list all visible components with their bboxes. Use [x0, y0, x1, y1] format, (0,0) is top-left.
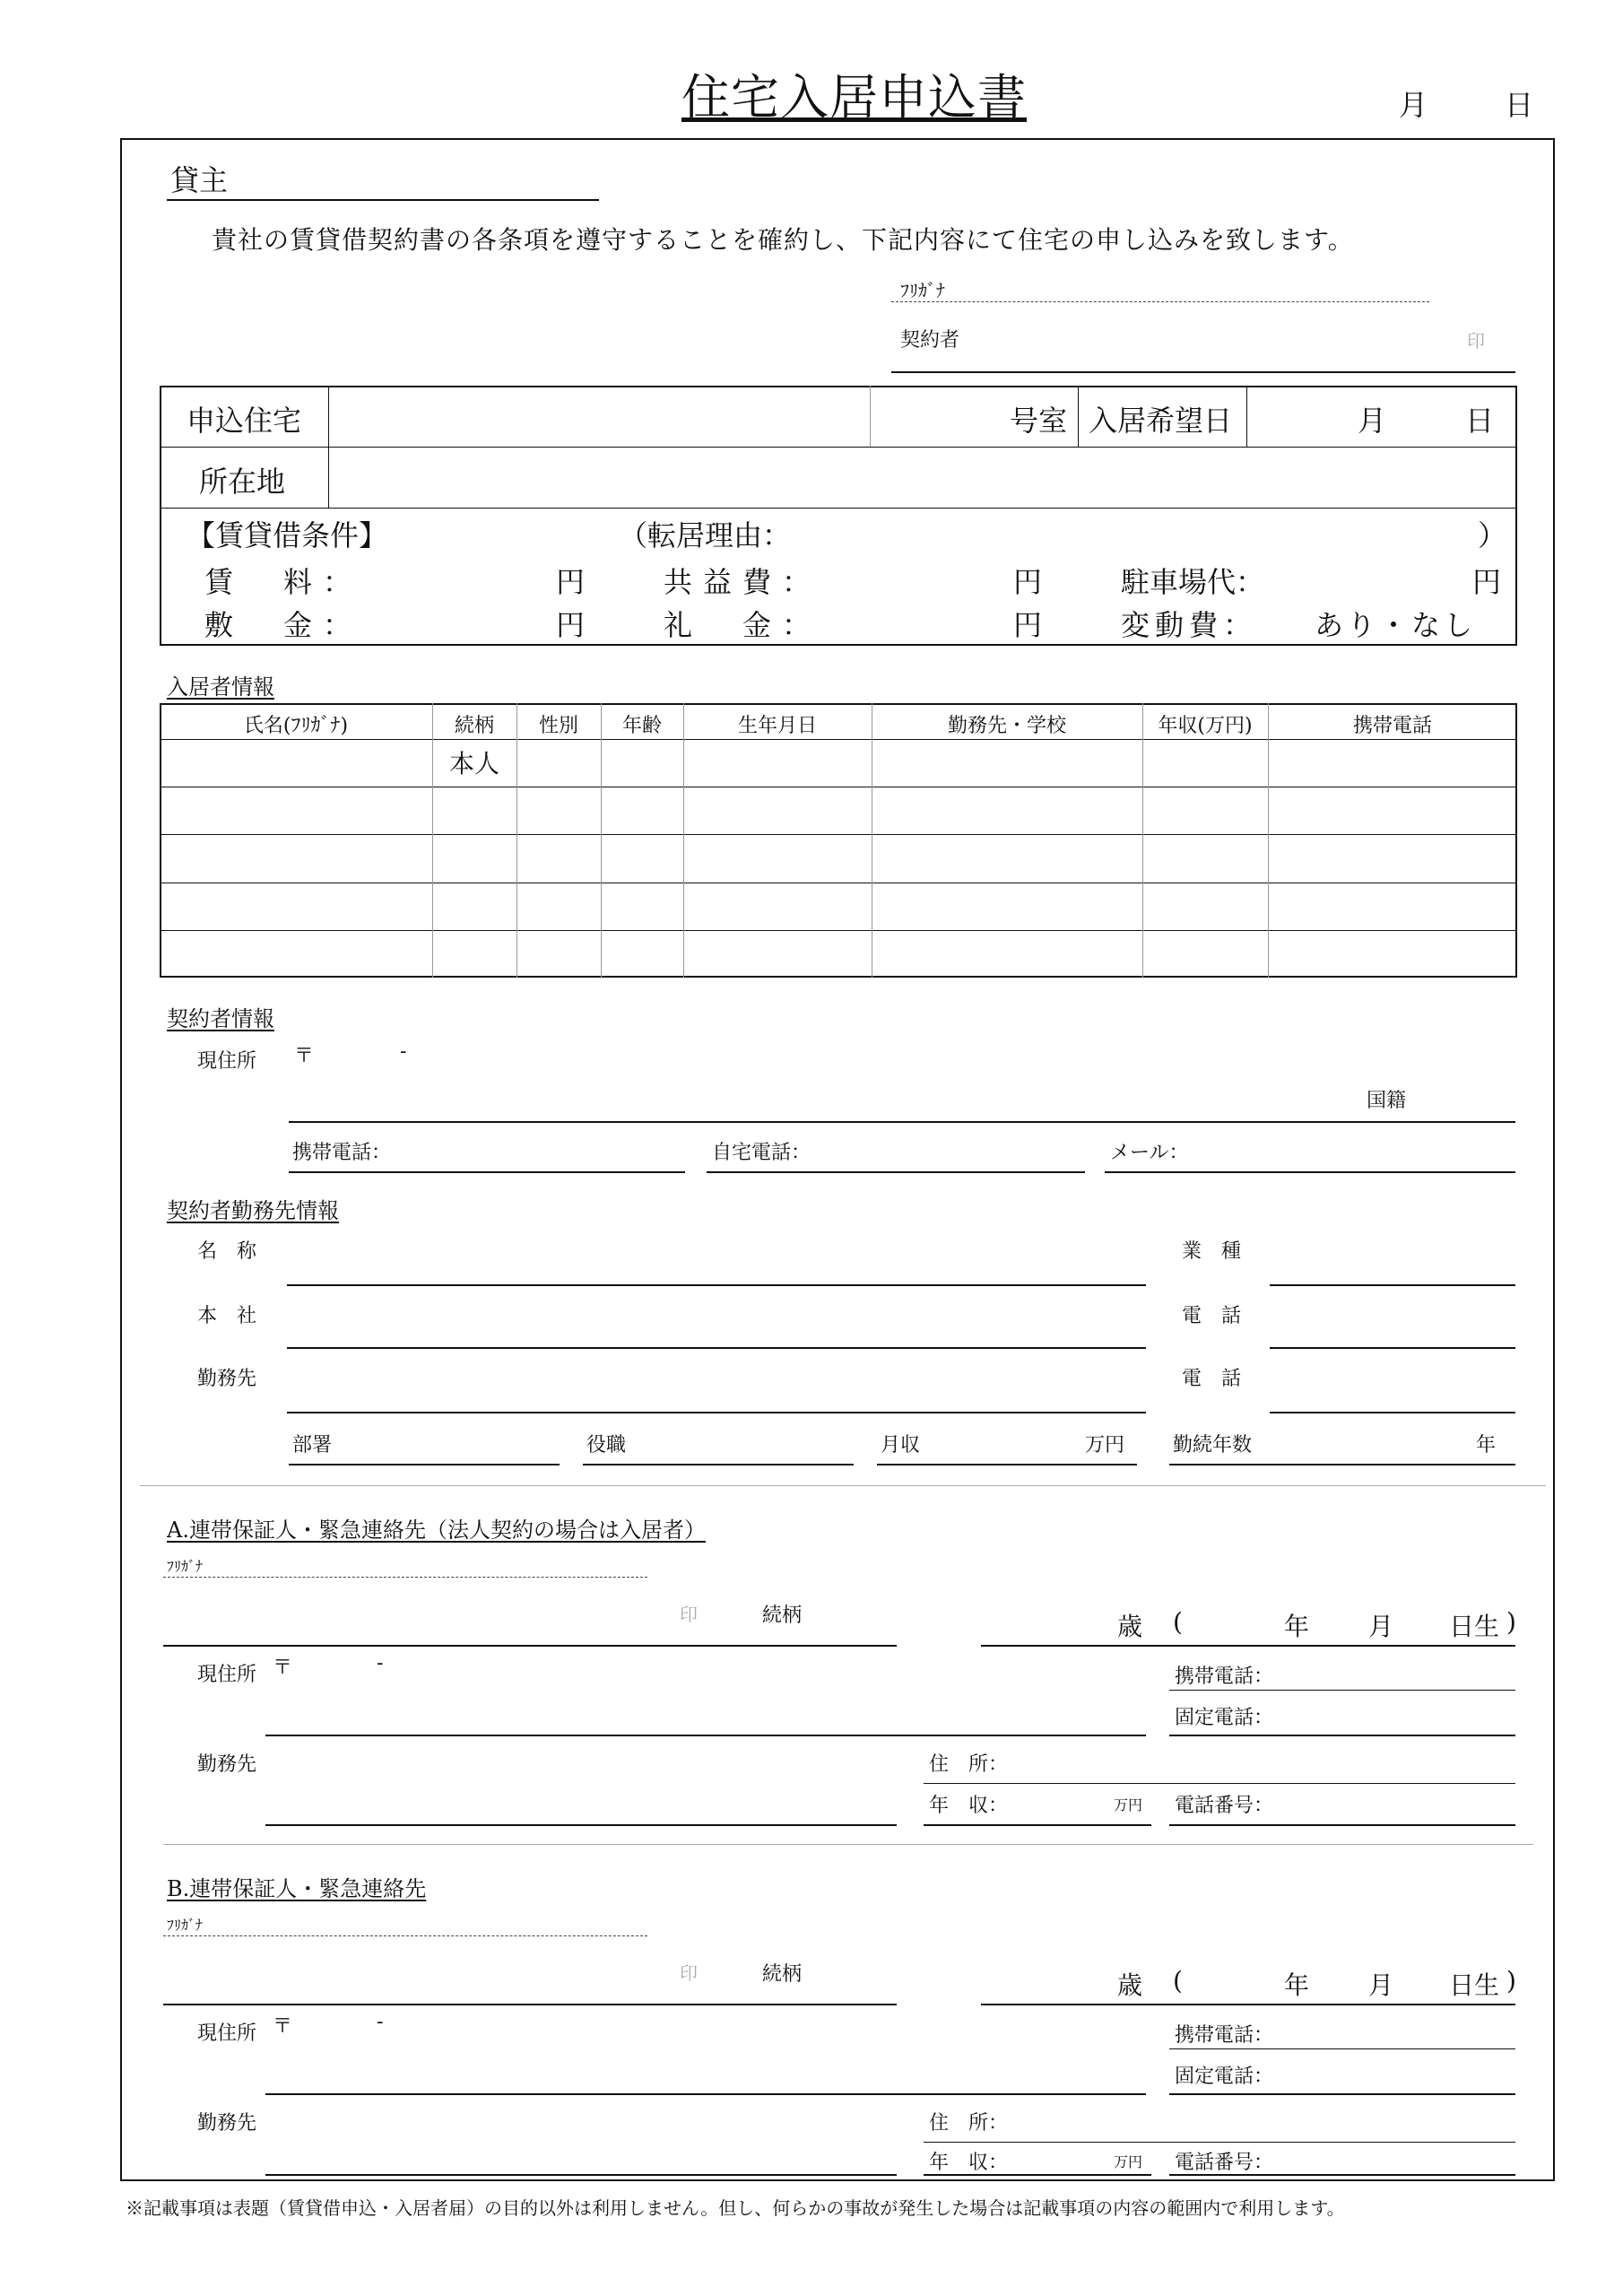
- property-house-field[interactable]: [332, 387, 1076, 445]
- property-address-label: 所在地: [199, 465, 286, 499]
- employer-industry-line[interactable]: [1270, 1284, 1515, 1286]
- guarantor-b-work-line[interactable]: [265, 2174, 897, 2176]
- table-row[interactable]: [161, 884, 1515, 929]
- employer-name-line[interactable]: [287, 1284, 1146, 1286]
- property-month[interactable]: 月: [1358, 404, 1387, 438]
- guarantor-a-birth-month: 月: [1368, 1612, 1394, 1641]
- table-row[interactable]: [161, 836, 1515, 881]
- move-reason-close: ）: [1478, 518, 1507, 552]
- guarantor-a-landline-line[interactable]: [1169, 1735, 1515, 1736]
- employer-hq-phone-line[interactable]: [1270, 1347, 1515, 1349]
- guarantor-b-landline-label: 固定電話：: [1175, 2066, 1274, 2088]
- page-title: 住宅入居申込書: [681, 69, 1027, 126]
- employer-office-phone-line[interactable]: [1270, 1412, 1515, 1413]
- col-age: 年齢: [621, 715, 662, 737]
- col-workplace: 勤務先・学校: [947, 715, 1066, 737]
- employer-dept-line[interactable]: [289, 1464, 560, 1465]
- footer-note: ※記載事項は表題（賃貸借申込・入居者届）の目的以外は利用しません。但し、何らかの事故が発生した場合は記載事項の内容の範囲内で利用します。: [126, 2197, 1345, 2219]
- header-month[interactable]: 月: [1399, 88, 1428, 122]
- contractor-postal-hyphen: -: [400, 1040, 407, 1063]
- guarantor-a-furigana-label: ﾌﾘｶﾞﾅ: [167, 1558, 204, 1575]
- guarantor-b-work-phone-label: 電話番号：: [1175, 2152, 1274, 2174]
- employer-industry-label: 業 種: [1182, 1240, 1242, 1263]
- section-divider: [140, 1485, 1546, 1486]
- guarantor-b-furigana-line[interactable]: [163, 1935, 647, 1936]
- contractor-mobile-line[interactable]: [289, 1171, 685, 1173]
- section-divider: [163, 1844, 1533, 1845]
- guarantor-a-address-line[interactable]: [265, 1735, 1146, 1736]
- guarantor-b-birth-day: 日生: [1449, 1970, 1500, 2000]
- guarantor-b-work-address-label: 住 所：: [929, 2112, 1009, 2135]
- key-money-label: 礼 金：: [664, 608, 822, 642]
- signer-line[interactable]: [891, 371, 1515, 373]
- resident-1-relation: 本人: [448, 749, 499, 778]
- guarantor-a-landline-label: 固定電話：: [1175, 1707, 1274, 1729]
- contractor-title: 契約者情報: [167, 1006, 274, 1031]
- guarantor-a-address-label: 現住所: [197, 1664, 257, 1686]
- contractor-email-line[interactable]: [1105, 1171, 1515, 1173]
- contractor-mobile-label: 携帯電話：: [292, 1142, 392, 1164]
- guarantor-b-income-line[interactable]: [924, 2174, 1151, 2176]
- guarantor-b-name-line[interactable]: [163, 2004, 897, 2005]
- guarantor-b-title: B.連帯保証人・緊急連絡先: [167, 1876, 427, 1901]
- employer-monthly-income-line[interactable]: [877, 1464, 1137, 1465]
- deposit-label: 敷 金：: [204, 608, 363, 642]
- signer-furigana-label: ﾌﾘｶﾞﾅ: [900, 280, 945, 301]
- declaration-text: 貴社の賃貸借契約書の各条項を遵守することを確約し、下記内容にて住宅の申し込みを致します。: [212, 225, 1354, 255]
- guarantor-b-income-label: 年 収：: [929, 2152, 1009, 2174]
- col-mobile: 携帯電話: [1352, 715, 1432, 737]
- guarantor-a-work-address-line[interactable]: [924, 1783, 1515, 1784]
- guarantor-b-work-address-line[interactable]: [924, 2142, 1515, 2143]
- guarantor-a-work-phone-line[interactable]: [1169, 1824, 1515, 1826]
- parking-label: 駐車場代：: [1121, 565, 1265, 599]
- rent-yen: 円: [556, 565, 586, 599]
- guarantor-b-landline-line[interactable]: [1169, 2093, 1515, 2095]
- move-reason-field[interactable]: [798, 513, 1462, 549]
- guarantor-b-relation-label: 続柄: [762, 1963, 803, 1986]
- guarantor-b-work-label: 勤務先: [197, 2112, 257, 2135]
- guarantor-a-mobile-line[interactable]: [1169, 1690, 1515, 1691]
- guarantor-a-birth-open: (: [1173, 1607, 1183, 1637]
- parking-yen: 円: [1472, 565, 1502, 599]
- guarantor-a-age-line[interactable]: [981, 1645, 1515, 1647]
- employer-position-line[interactable]: [583, 1464, 854, 1465]
- employer-position-label: 役職: [586, 1434, 627, 1457]
- contractor-address-label: 現住所: [197, 1050, 257, 1073]
- guarantor-a-birth-close: ): [1506, 1607, 1516, 1637]
- guarantor-a-name-line[interactable]: [163, 1645, 897, 1647]
- header-day[interactable]: 日: [1505, 88, 1534, 122]
- guarantor-a-postal-mark: 〒: [273, 1657, 293, 1679]
- guarantor-b-birth-close: ): [1506, 1966, 1516, 1996]
- variable-cost-label: 変動費：: [1121, 608, 1258, 642]
- contractor-address-line[interactable]: [289, 1121, 1515, 1123]
- guarantor-a-income-unit: 万円: [1114, 1796, 1143, 1813]
- guarantor-a-age-label: 歳: [1117, 1612, 1143, 1641]
- employer-monthly-income-label: 月収: [881, 1434, 921, 1457]
- landlord-label: 貸主: [170, 163, 229, 197]
- guarantor-a-work-address-label: 住 所：: [929, 1753, 1009, 1776]
- employer-office-phone-label: 電 話: [1182, 1368, 1242, 1390]
- guarantor-a-title: A.連帯保証人・緊急連絡先（法人契約の場合は入居者）: [167, 1518, 706, 1543]
- signer-seal: 印: [1467, 330, 1485, 352]
- move-reason-open: （転居理由：: [619, 518, 792, 552]
- conditions-title: 【賃貸借条件】: [187, 518, 388, 552]
- guarantor-b-address-line[interactable]: [265, 2093, 1146, 2095]
- guarantor-b-birth-year: 年: [1284, 1970, 1310, 2000]
- guarantor-a-furigana-line[interactable]: [163, 1577, 647, 1578]
- variable-cost-choice[interactable]: あり・なし: [1315, 608, 1477, 642]
- guarantor-b-age-label: 歳: [1117, 1970, 1143, 2000]
- guarantor-a-birth-year: 年: [1284, 1612, 1310, 1641]
- guarantor-a-seal: 印: [680, 1604, 698, 1625]
- col-birthdate: 生年月日: [737, 715, 817, 737]
- guarantor-a-postal-hyphen: -: [377, 1652, 384, 1674]
- property-move-date-label: 入居希望日: [1089, 404, 1233, 438]
- deposit-yen: 円: [556, 608, 586, 642]
- rent-label: 賃 料：: [204, 565, 363, 599]
- guarantor-b-mobile-line[interactable]: [1169, 2048, 1515, 2049]
- guarantor-a-income-label: 年 収：: [929, 1795, 1009, 1817]
- property-house-label: 申込住宅: [187, 404, 302, 438]
- residents-title: 入居者情報: [167, 674, 274, 700]
- employer-monthly-income-unit: 万円: [1085, 1434, 1125, 1457]
- property-day[interactable]: 日: [1465, 404, 1495, 438]
- contractor-postal-mark: 〒: [294, 1045, 315, 1067]
- guarantor-a-work-label: 勤務先: [197, 1753, 257, 1776]
- guarantor-a-relation-label: 続柄: [762, 1605, 803, 1627]
- guarantor-b-postal-hyphen: -: [377, 2011, 384, 2033]
- guarantor-b-mobile-label: 携帯電話：: [1175, 2024, 1274, 2047]
- guarantor-b-birth-month: 月: [1368, 1970, 1394, 2000]
- key-money-yen: 円: [1013, 608, 1043, 642]
- contractor-email-label: メール：: [1110, 1142, 1189, 1164]
- employer-years-label: 勤続年数: [1173, 1434, 1253, 1457]
- signer-label: 契約者: [900, 329, 960, 352]
- guarantor-b-work-phone-line[interactable]: [1169, 2174, 1515, 2176]
- common-fee-label: 共益費：: [664, 565, 822, 599]
- employer-dept-label: 部署: [292, 1434, 333, 1457]
- table-row[interactable]: [161, 788, 1515, 833]
- col-gender: 性別: [538, 715, 578, 737]
- property-room-label: 号室: [1010, 404, 1068, 438]
- guarantor-a-birth-day: 日生: [1449, 1612, 1500, 1641]
- guarantor-b-address-label: 現住所: [197, 2022, 257, 2045]
- col-relation: 続柄: [454, 715, 494, 737]
- employer-office-line[interactable]: [287, 1412, 1146, 1413]
- contractor-home-phone-line[interactable]: [707, 1171, 1085, 1173]
- guarantor-a-work-line[interactable]: [265, 1824, 897, 1826]
- property-address-field[interactable]: [332, 448, 1514, 506]
- guarantor-a-income-line[interactable]: [924, 1824, 1151, 1826]
- contractor-nationality-label: 国籍: [1367, 1090, 1407, 1112]
- employer-name-label: 名 称: [197, 1240, 257, 1263]
- employer-years-unit: 年: [1476, 1434, 1497, 1457]
- employer-hq-line[interactable]: [287, 1347, 1146, 1349]
- guarantor-b-age-line[interactable]: [981, 2004, 1515, 2005]
- guarantor-b-seal: 印: [680, 1962, 698, 1984]
- table-row[interactable]: [161, 741, 1515, 786]
- table-row[interactable]: [161, 932, 1515, 977]
- guarantor-b-furigana-label: ﾌﾘｶﾞﾅ: [167, 1917, 204, 1934]
- employer-title: 契約者勤務先情報: [167, 1198, 339, 1223]
- guarantor-b-postal-mark: 〒: [273, 2015, 293, 2038]
- employer-hq-label: 本 社: [197, 1305, 257, 1327]
- employer-office-label: 勤務先: [197, 1368, 257, 1390]
- guarantor-b-birth-open: (: [1173, 1966, 1183, 1996]
- col-name: 氏名(ﾌﾘｶﾞﾅ): [243, 715, 349, 737]
- contractor-home-phone-label: 自宅電話：: [712, 1142, 812, 1164]
- landlord-line[interactable]: [167, 199, 599, 201]
- signer-furigana-line[interactable]: [891, 301, 1429, 302]
- guarantor-b-income-unit: 万円: [1114, 2153, 1143, 2170]
- guarantor-a-work-phone-label: 電話番号：: [1175, 1795, 1274, 1817]
- employer-years-line[interactable]: [1169, 1464, 1515, 1465]
- employer-hq-phone-label: 電 話: [1182, 1305, 1242, 1327]
- common-fee-yen: 円: [1013, 565, 1043, 599]
- guarantor-a-mobile-label: 携帯電話：: [1175, 1665, 1274, 1688]
- col-income: 年収(万円): [1158, 715, 1253, 737]
